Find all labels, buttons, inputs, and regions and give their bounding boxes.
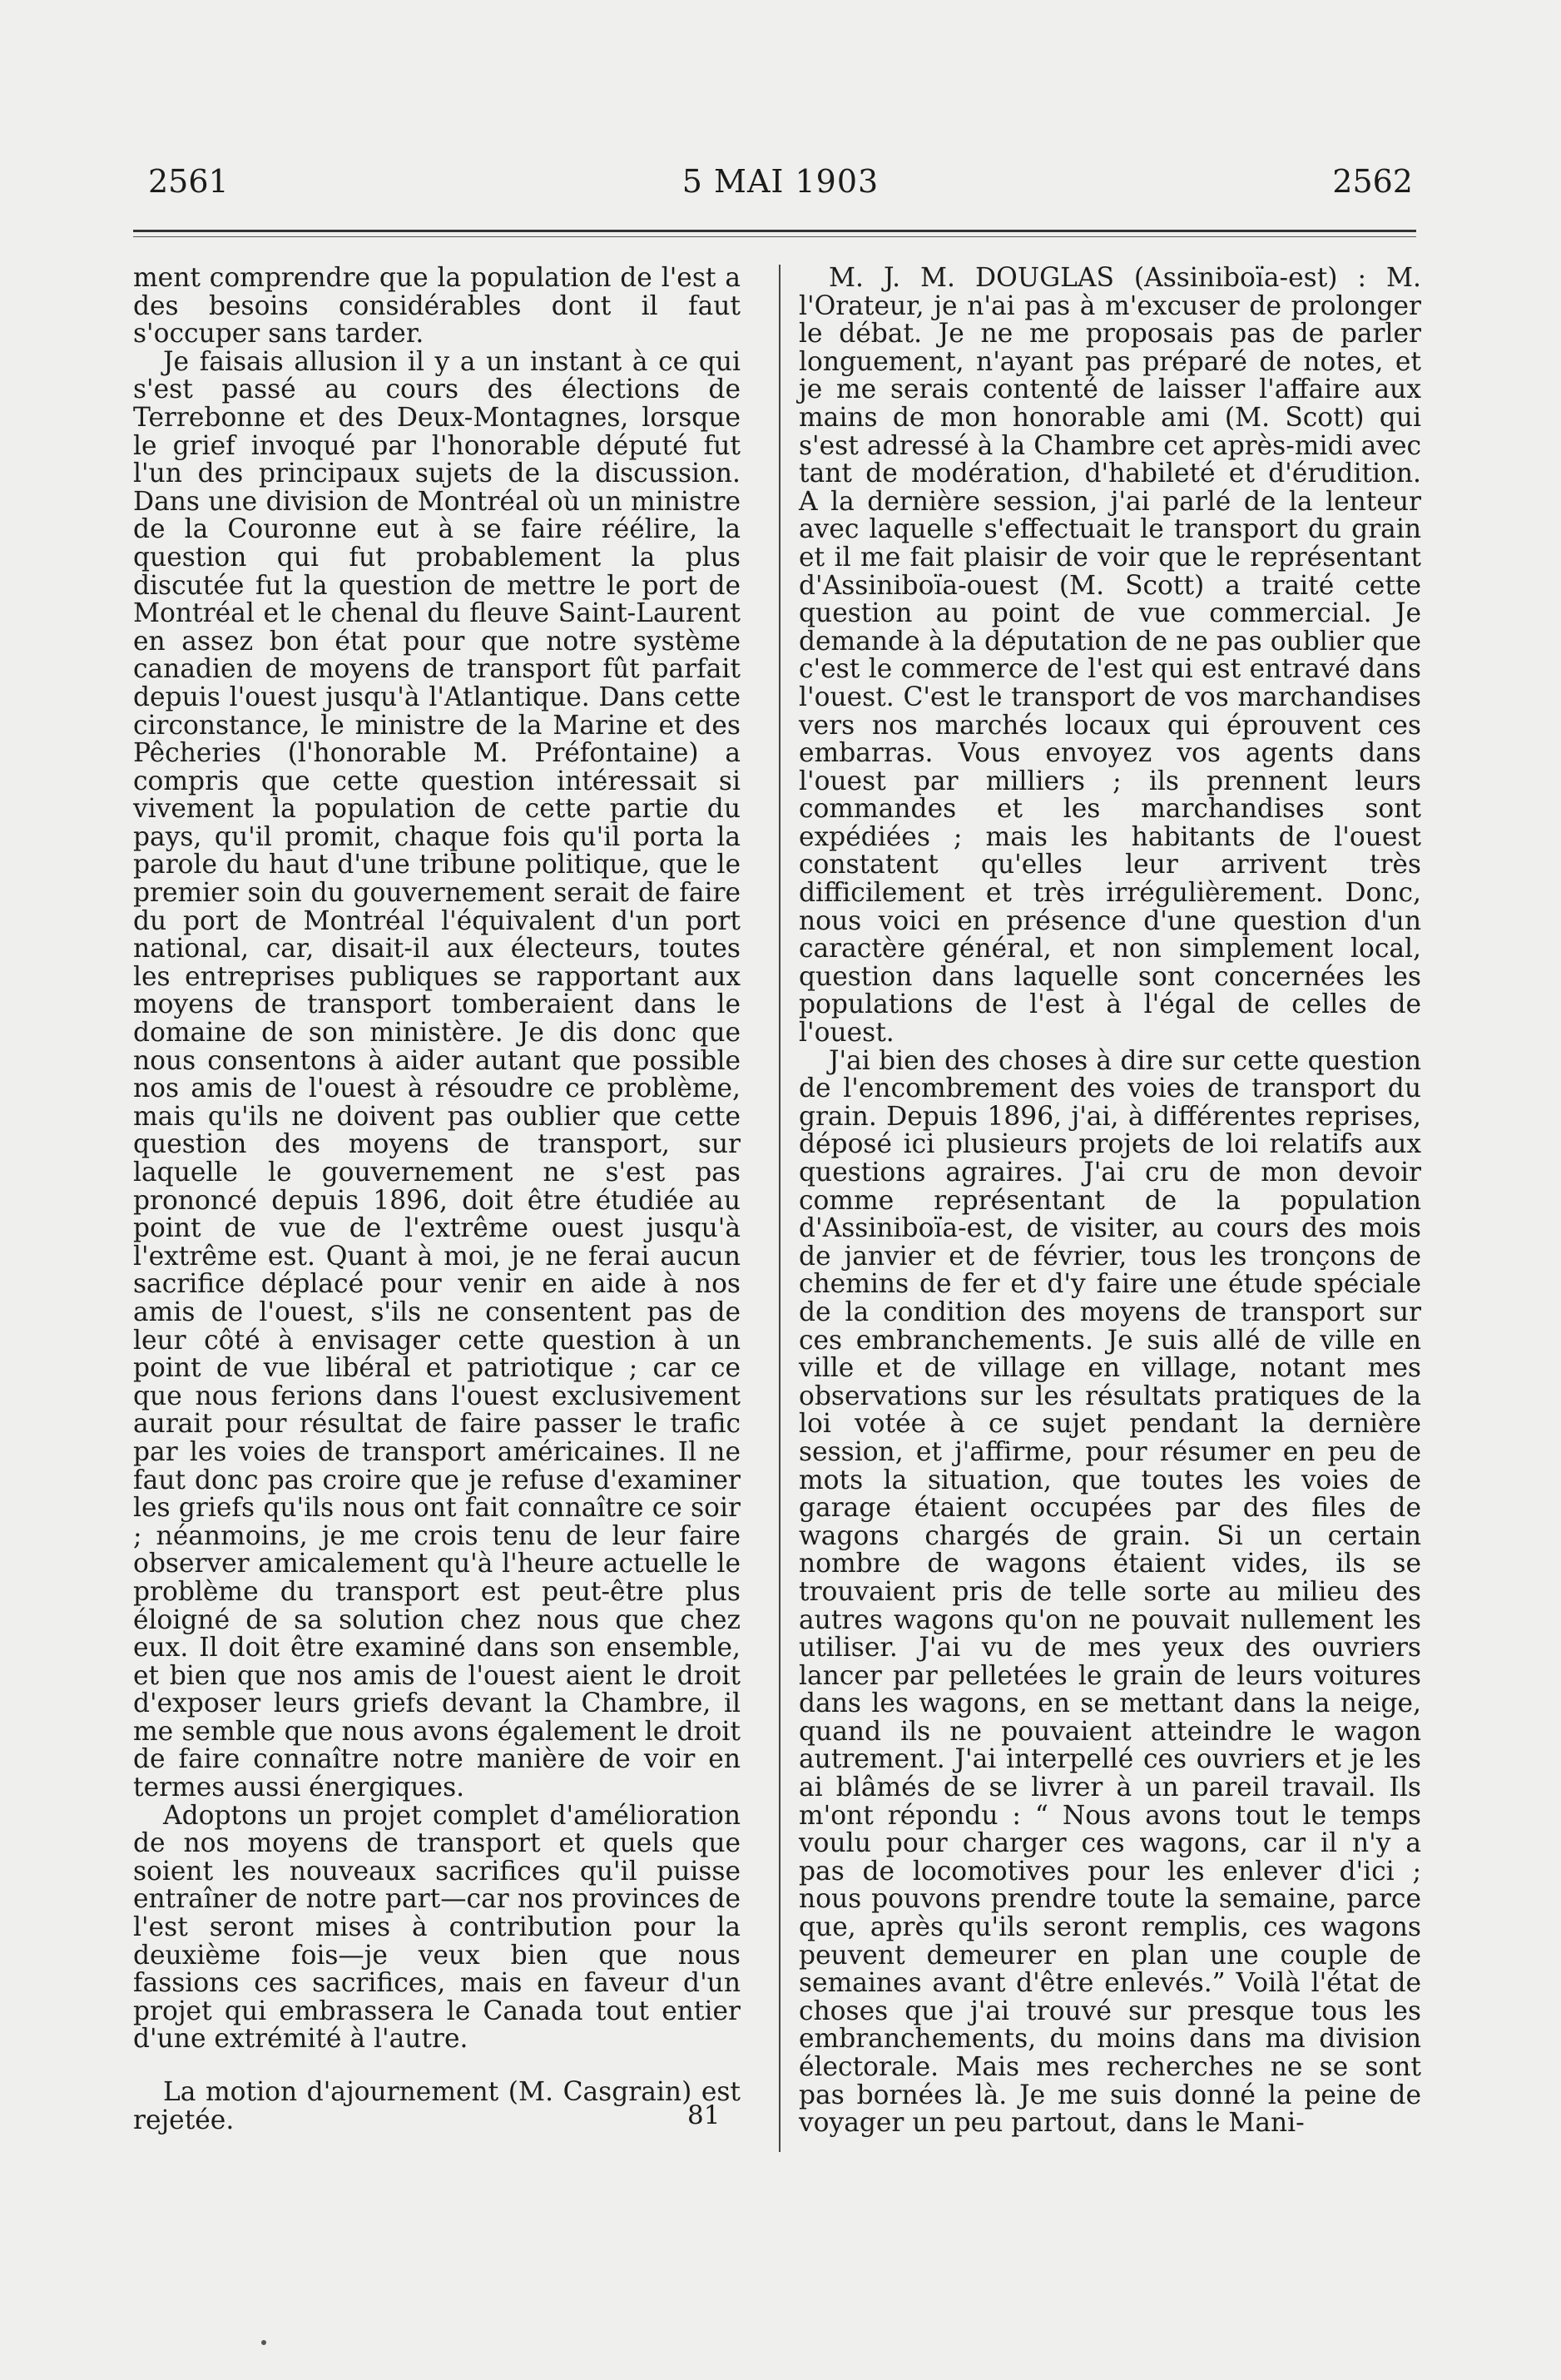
right-column <box>799 265 1421 2138</box>
paragraph: Adoptons un projet complet d'amélioration de nos moyens de transport et quels que soient les nouveaux sacrifices qu'il puisse entraîner de notre part—car nos provinces de l'est seront mises à contribution pour la deuxième fois—je veux bien que nous fassions ces sacrifices, mais en faveur d'un projet qui embrassera le Canada tout entier d'une extrémité à l'autre. <box>133 1800 741 2055</box>
column-divider <box>779 265 780 2152</box>
scan-speck <box>261 2340 266 2345</box>
header-rule-thin <box>133 236 1416 237</box>
left-column <box>133 265 741 2135</box>
header-rule <box>133 230 1416 232</box>
paragraph: M. J. M. DOUGLAS (Assiniboïa-est) : M. l'Orateur, je n'ai pas à m'excuser de prolonger le débat. Je ne me proposais pas de parler longuement, n'ayant pas préparé de notes, et je me serais contenté de laisser l'affaire aux mains de mon honorable ami (M. Scott) qui s'est adressé à la Chambre cet après-midi avec tant de modération, d'habileté et d'érudition. A la dernière session, j'ai parlé de la lenteur avec laquelle s'effectuait le transport du grain et il me fait plaisir de voir que le représentant d'Assiniboïa-ouest (M. Scott) a traité cette question au point de vue commercial. Je demande à la députation de ne pas oublier que c'est le commerce de l'est qui est entravé dans l'ouest. C'est le transport de vos marchandises vers nos marchés locaux qui éprouvent ces embarras. Vous envoyez vos agents dans l'ouest par milliers ; ils prennent leurs commandes et les marchandises sont expédiées ; mais les habitants de l'ouest constatent qu'elles leur arrivent très difficilement et très irrégulièrement. Donc, nous voici en présence d'une question d'un caractère général, et non simplement local, question dans laquelle sont concernées les populations de l'est à l'égal de celles de l'ouest. <box>799 263 1421 1049</box>
paragraph: J'ai bien des choses à dire sur cette question de l'encombrement des voies de transport du grain. Depuis 1896, j'ai, à différentes reprises, déposé ici plusieurs projets de loi relatifs aux questions agraires. J'ai cru de mon devoir comme représentant de la population d'Assiniboïa-est, de visiter, au cours des mois de janvier et de février, tous les tronçons de chemins de fer et d'y faire une étude spéciale de la condition des moyens de transport sur ces embranchements. Je suis allé de ville en ville et de village en village, notant mes observations sur les résultats pratiques de la loi votée à ce sujet pendant la dernière session, et j'affirme, pour résumer en peu de mots la situation, que toutes les voies de garage étaient occupées par des files de wagons chargés de grain. Si un certain nombre de wagons étaient vides, ils se trouvaient pris de telle sorte au milieu des autres wagons qu'on ne pouvait nullement les utiliser. J'ai vu de mes yeux des ouvriers lancer par pelletées le grain de leurs voitures dans les wagons, en se mettant dans la neige, quand ils ne pouvaient atteindre le wagon autrement. J'ai interpellé ces ouvriers et je les ai blâmés de se livrer à un pareil travail. Ils m'ont répondu : “ Nous avons tout le temps voulu pour charger ces wagons, car il n'y a pas de locomotives pour les enlever d'ici ; nous pouvons prendre toute la semaine, parce que, après qu'ils seront remplis, ces wagons peuvent demeurer en plan une couple de semaines avant d'être enlevés.” Voilà l'état de choses que j'ai trouvé sur presque tous les embranchements, du moins dans ma division électorale. Mais mes recherches ne se sont pas bornées là. Je me suis donné la peine de voyager un peu partout, dans le Mani- <box>799 1045 1421 2139</box>
motion-result: La motion d'ajournement (M. Casgrain) est rejetée. <box>133 2077 741 2135</box>
paragraph: ment comprendre que la population de l'est a des besoins considérables dont il faut s'occuper sans tarder. <box>133 263 741 350</box>
header-date: 5 MAI 1903 <box>681 163 880 200</box>
page-number-left: 2561 <box>148 163 229 200</box>
page-header <box>148 163 1413 213</box>
folio-number: 81 <box>687 2100 721 2130</box>
paragraph: Je faisais allusion il y a un instant à ce qui s'est passé au cours des élections de Terrebonne et des Deux-Montagnes, lorsque le grief invoqué par l'honorable député fut l'un des principaux sujets de la discussion. Dans une division de Montréal où un ministre de la Couronne eut à se faire réélire, la question qui fut probablement la plus discutée fut la question de mettre le port de Montréal et le chenal du fleuve Saint-Laurent en assez bon état pour que notre système canadien de moyens de transport fût parfait depuis l'ouest jusqu'à l'Atlantique. Dans cette circonstance, le ministre de la Marine et des Pêcheries (l'honorable M. Préfontaine) a compris que cette question intéressait si vivement la population de cette partie du pays, qu'il promit, chaque fois qu'il porta la parole du haut d'une tribune politique, que le premier soin du gouvernement serait de faire du port de Montréal l'équivalent d'un port national, car, disait-il aux électeurs, toutes les entreprises publiques se rapportant aux moyens de transport tomberaient dans le domaine de son ministère. Je dis donc que nous consentons à aider autant que possible nos amis de l'ouest à résoudre ce problème, mais qu'ils ne doivent pas oublier que cette question des moyens de transport, sur laquelle le gouvernement ne s'est pas prononcé depuis 1896, doit être étudiée au point de vue de l'extrême ouest jusqu'à l'extrême est. Quant à moi, je ne ferai aucun sacrifice déplacé pour venir en aide à nos amis de l'ouest, s'ils ne consentent pas de leur côté à envisager cette question à un point de vue libéral et patriotique ; car ce que nous ferions dans l'ouest exclusivement aurait pour résultat de faire passer le trafic par les voies de transport américaines. Il ne faut donc pas croire que je refuse d'examiner les griefs qu'ils nous ont fait connaître ce soir ; néanmoins, je me crois tenu de leur faire observer amicalement qu'à l'heure actuelle le problème du transport est peut-être plus éloigné de sa solution chez nous que chez eux. Il doit être examiné dans son ensemble, et bien que nos amis de l'ouest aient le droit d'exposer leurs griefs devant la Chambre, il me semble que nous avons également le droit de faire connaître notre manière de voir en termes aussi énergiques. <box>133 346 741 1803</box>
page-number-right: 2562 <box>1332 163 1413 200</box>
